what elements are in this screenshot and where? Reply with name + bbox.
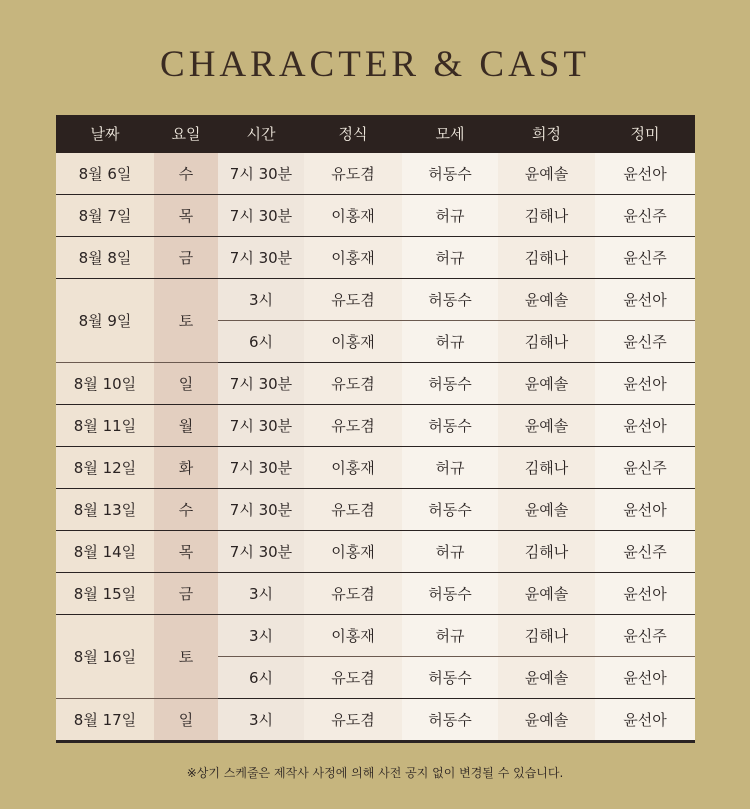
cast-jeongsik-cell: 유도겸 xyxy=(304,363,402,405)
table-row xyxy=(56,237,695,279)
header-jeongsik: 정식 xyxy=(304,115,402,152)
time-cell: 7시 30분 xyxy=(218,363,304,405)
time-cell: 7시 30분 xyxy=(218,405,304,447)
cast-jeongsik-cell: 이홍재 xyxy=(304,531,402,573)
cast-heejeong-cell: 윤예솔 xyxy=(498,489,595,531)
cast-jeongmi-cell: 윤신주 xyxy=(595,615,695,657)
table-row xyxy=(56,489,695,531)
cast-mose-cell: 허규 xyxy=(402,195,498,237)
date-cell: 8월 10일 xyxy=(56,363,154,405)
cast-heejeong-cell: 윤예솔 xyxy=(498,405,595,447)
time-cell: 3시 xyxy=(218,699,304,742)
cast-jeongsik-cell: 이홍재 xyxy=(304,195,402,237)
cast-mose-cell: 허규 xyxy=(402,447,498,489)
time-cell: 3시 xyxy=(218,573,304,615)
cast-jeongsik-cell: 이홍재 xyxy=(304,615,402,657)
cast-jeongmi-cell: 윤선아 xyxy=(595,489,695,531)
cast-heejeong-cell: 윤예솔 xyxy=(498,152,595,195)
cast-heejeong-cell: 윤예솔 xyxy=(498,699,595,742)
table-row xyxy=(56,699,695,742)
time-cell: 6시 xyxy=(218,321,304,363)
cast-jeongmi-cell: 윤선아 xyxy=(595,573,695,615)
date-cell: 8월 9일 xyxy=(56,279,154,363)
cast-jeongsik-cell: 유도겸 xyxy=(304,279,402,321)
cast-jeongsik-cell: 이홍재 xyxy=(304,321,402,363)
cast-jeongsik-cell: 이홍재 xyxy=(304,447,402,489)
time-cell: 7시 30분 xyxy=(218,152,304,195)
cast-jeongsik-cell: 유도겸 xyxy=(304,699,402,742)
weekday-cell: 수 xyxy=(154,152,218,195)
weekday-cell: 금 xyxy=(154,237,218,279)
cast-heejeong-cell: 김해나 xyxy=(498,531,595,573)
page-title: CHARACTER & CAST xyxy=(160,44,590,85)
cast-jeongsik-cell: 유도겸 xyxy=(304,657,402,699)
cast-mose-cell: 허동수 xyxy=(402,657,498,699)
time-cell: 7시 30분 xyxy=(218,237,304,279)
cast-mose-cell: 허규 xyxy=(402,321,498,363)
date-cell: 8월 16일 xyxy=(56,615,154,699)
cast-jeongsik-cell: 이홍재 xyxy=(304,237,402,279)
cast-jeongmi-cell: 윤신주 xyxy=(595,447,695,489)
table-row xyxy=(56,615,695,657)
header-time: 시간 xyxy=(218,115,304,152)
date-cell: 8월 12일 xyxy=(56,447,154,489)
cast-heejeong-cell: 윤예솔 xyxy=(498,573,595,615)
schedule-table xyxy=(56,115,695,743)
cast-heejeong-cell: 윤예솔 xyxy=(498,657,595,699)
date-cell: 8월 14일 xyxy=(56,531,154,573)
cast-jeongsik-cell: 유도겸 xyxy=(304,489,402,531)
cast-mose-cell: 허규 xyxy=(402,531,498,573)
date-cell: 8월 17일 xyxy=(56,699,154,742)
table-row xyxy=(56,531,695,573)
header-day: 요일 xyxy=(154,115,218,152)
cast-mose-cell: 허동수 xyxy=(402,279,498,321)
cast-mose-cell: 허동수 xyxy=(402,489,498,531)
cast-heejeong-cell: 김해나 xyxy=(498,237,595,279)
weekday-cell: 토 xyxy=(154,615,218,699)
cast-mose-cell: 허규 xyxy=(402,615,498,657)
weekday-cell: 화 xyxy=(154,447,218,489)
cast-jeongmi-cell: 윤선아 xyxy=(595,657,695,699)
time-cell: 7시 30분 xyxy=(218,489,304,531)
weekday-cell: 수 xyxy=(154,489,218,531)
cast-jeongmi-cell: 윤선아 xyxy=(595,363,695,405)
cast-jeongmi-cell: 윤선아 xyxy=(595,279,695,321)
cast-heejeong-cell: 윤예솔 xyxy=(498,363,595,405)
date-cell: 8월 6일 xyxy=(56,152,154,195)
cast-heejeong-cell: 김해나 xyxy=(498,447,595,489)
cast-mose-cell: 허규 xyxy=(402,237,498,279)
date-cell: 8월 7일 xyxy=(56,195,154,237)
time-cell: 3시 xyxy=(218,615,304,657)
cast-heejeong-cell: 김해나 xyxy=(498,615,595,657)
table-row xyxy=(56,447,695,489)
cast-mose-cell: 허동수 xyxy=(402,573,498,615)
weekday-cell: 일 xyxy=(154,363,218,405)
cast-heejeong-cell: 윤예솔 xyxy=(498,279,595,321)
cast-jeongsik-cell: 유도겸 xyxy=(304,152,402,195)
table-row xyxy=(56,152,695,195)
cast-jeongmi-cell: 윤신주 xyxy=(595,237,695,279)
header-jeongmi: 정미 xyxy=(595,115,695,152)
time-cell: 3시 xyxy=(218,279,304,321)
cast-jeongmi-cell: 윤선아 xyxy=(595,699,695,742)
weekday-cell: 월 xyxy=(154,405,218,447)
table-row xyxy=(56,279,695,321)
weekday-cell: 토 xyxy=(154,279,218,363)
date-cell: 8월 11일 xyxy=(56,405,154,447)
header-row xyxy=(56,115,695,152)
table-row xyxy=(56,573,695,615)
cast-jeongmi-cell: 윤선아 xyxy=(595,152,695,195)
time-cell: 6시 xyxy=(218,657,304,699)
cast-jeongmi-cell: 윤신주 xyxy=(595,195,695,237)
date-cell: 8월 8일 xyxy=(56,237,154,279)
time-cell: 7시 30분 xyxy=(218,531,304,573)
cast-mose-cell: 허동수 xyxy=(402,152,498,195)
date-cell: 8월 13일 xyxy=(56,489,154,531)
cast-heejeong-cell: 김해나 xyxy=(498,321,595,363)
time-cell: 7시 30분 xyxy=(218,195,304,237)
weekday-cell: 목 xyxy=(154,531,218,573)
cast-heejeong-cell: 김해나 xyxy=(498,195,595,237)
cast-mose-cell: 허동수 xyxy=(402,699,498,742)
table-row xyxy=(56,195,695,237)
table-row xyxy=(56,405,695,447)
time-cell: 7시 30분 xyxy=(218,447,304,489)
header-date: 날짜 xyxy=(56,115,154,152)
weekday-cell: 일 xyxy=(154,699,218,742)
footnote: ※상기 스케줄은 제작사 사정에 의해 사전 공지 없이 변경될 수 있습니다. xyxy=(186,766,564,780)
cast-jeongmi-cell: 윤신주 xyxy=(595,531,695,573)
schedule-body xyxy=(56,152,695,742)
cast-mose-cell: 허동수 xyxy=(402,363,498,405)
weekday-cell: 목 xyxy=(154,195,218,237)
cast-jeongmi-cell: 윤선아 xyxy=(595,405,695,447)
weekday-cell: 금 xyxy=(154,573,218,615)
header-heejeong: 희정 xyxy=(498,115,595,152)
header-mose: 모세 xyxy=(402,115,498,152)
date-cell: 8월 15일 xyxy=(56,573,154,615)
cast-jeongmi-cell: 윤신주 xyxy=(595,321,695,363)
cast-jeongsik-cell: 유도겸 xyxy=(304,405,402,447)
cast-jeongsik-cell: 유도겸 xyxy=(304,573,402,615)
cast-mose-cell: 허동수 xyxy=(402,405,498,447)
table-row xyxy=(56,363,695,405)
